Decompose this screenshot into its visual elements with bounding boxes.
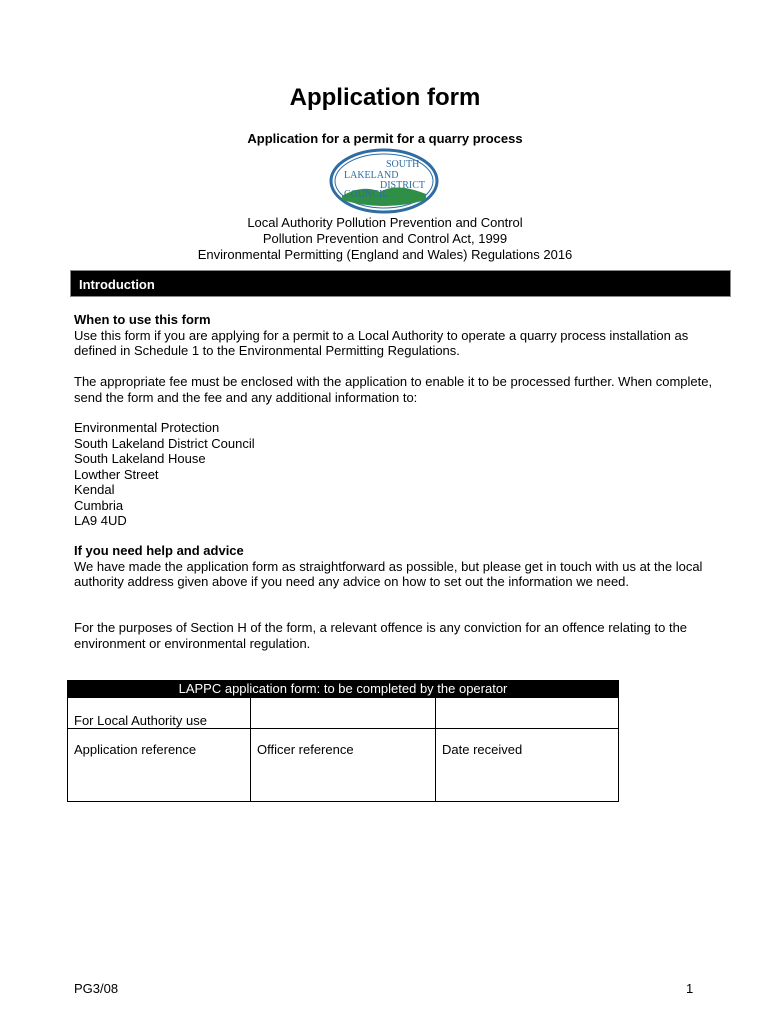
- council-logo: [328, 148, 440, 214]
- logo-text-lakeland: LAKELAND: [344, 170, 399, 181]
- section-heading: Introduction: [79, 277, 155, 292]
- footer-document-code: PG3/08: [74, 981, 119, 996]
- address-line: Cumbria: [74, 497, 124, 513]
- date-received-cell[interactable]: Date received: [436, 729, 619, 802]
- address-line: Kendal: [74, 482, 115, 497]
- address-block: [74, 420, 714, 529]
- logo-text-south: SOUTH: [386, 159, 420, 170]
- local-authority-use-field-2[interactable]: [436, 698, 619, 729]
- address-line: Lowther Street: [74, 466, 159, 482]
- legislation-line: Local Authority Pollution Prevention and Control: [247, 215, 523, 230]
- offence-text: For the purposes of Section H of the form, a relevant offence is any conviction for an offence relating to the environment or environmental regulation.: [74, 620, 688, 651]
- local-authority-use-field-1[interactable]: [251, 698, 436, 729]
- local-authority-form-table: [67, 680, 619, 802]
- logo-text-district: DISTRICT: [380, 180, 425, 191]
- page-subtitle: Application for a permit for a quarry process: [247, 131, 523, 146]
- when-heading: When to use this form: [74, 312, 211, 327]
- help-text: We have made the application form as straightforward as possible, but please get in touch with us at the local authority address given above if you need any advice on how to set out the information we need.: [74, 558, 703, 589]
- section-header-introduction: [70, 270, 731, 297]
- form-table-header: LAPPC application form: to be completed by the operator: [68, 681, 619, 698]
- local-authority-use-label: For Local Authority use: [68, 698, 251, 729]
- logo-text-council: COUNCIL: [344, 189, 389, 200]
- officer-reference-cell[interactable]: Officer reference: [251, 729, 436, 802]
- legislation-line: Pollution Prevention and Control Act, 1999: [262, 231, 508, 246]
- offence-section: [74, 620, 714, 651]
- address-line: South Lakeland House: [74, 451, 206, 466]
- address-line: South Lakeland District Council: [74, 435, 255, 451]
- when-text: Use this form if you are applying for a permit to a Local Authority to operate a quarry process installation as defined in Schedule 1 to the Environmental Permitting Regulations.: [74, 327, 689, 358]
- fee-text: The appropriate fee must be enclosed with the application to enable it to be processed further. When complete, send the form and the fee and any additional information to:: [74, 374, 713, 405]
- page-title: Application form: [289, 84, 481, 111]
- legislation-block: [0, 215, 770, 263]
- fee-section: [74, 374, 714, 405]
- help-section: [74, 543, 714, 590]
- application-reference-cell[interactable]: Application reference: [68, 729, 251, 802]
- legislation-line: Environmental Permitting (England and Wales) Regulations 2016: [197, 247, 573, 262]
- address-line: LA9 4UD: [74, 513, 127, 528]
- help-heading: If you need help and advice: [74, 543, 244, 558]
- page-number: 1: [686, 981, 694, 996]
- address-line: Environmental Protection: [74, 420, 220, 435]
- when-to-use-section: [74, 312, 714, 359]
